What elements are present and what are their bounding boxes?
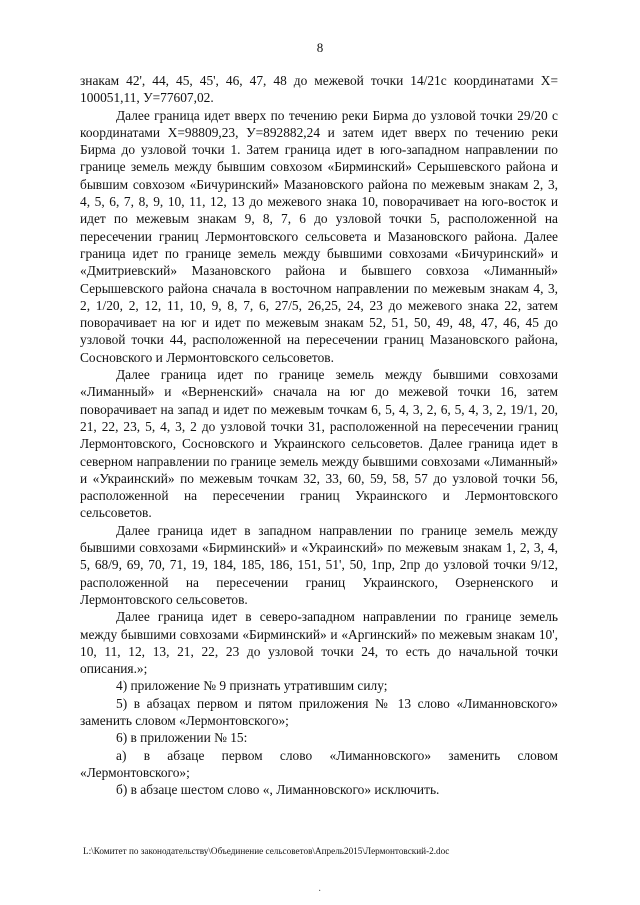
paragraph: знакам 42', 44, 45, 45', 46, 47, 48 до межевой точки 14/21с координатами Х= 100051,11, У=77607,02. xyxy=(80,73,558,106)
paragraph: Далее граница идет по границе земель между бывшими совхозами «Лиманный» и «Верненский» сначала на юг до межевой точки 16, затем поворачивает на запад и идет по межевым точкам 6, 5, 4, 3, 2, 6, 5, 4, 3, 2, 19/1, 20, 21, 22, 23, 5, 4, 3, 2 до узловой точки 31, расположенной на пересечении границ Лермонтовского, Сосновского и Украинского сельсоветов. Далее граница идет в северном направлении по границе земель между бывшими совхозами «Лиманный» и «Украинский» по межевым точкам 32, 33, 60, 59, 58, 57 до узловой точки 56, расположенной на пересечении границ Украинского и Лермонтовского сельсоветов. xyxy=(80,367,558,521)
scan-dot: · xyxy=(318,886,322,897)
document-body xyxy=(80,72,558,798)
footer-file-path: L:\Комитет по законодательству\Объединение сельсоветов\Апрель2015\Лермонтовский-2.doc xyxy=(83,846,450,856)
paragraph: Далее граница идет в западном направлении по границе земель между бывшими совхозами «Бирминский» и «Украинский» по межевым знакам 1, 2, 3, 4, 5, 68/9, 69, 70, 71, 19, 184, 185, 186, 151, 51', 50, 1пр, 2пр до узловой точки 9/12, расположенной на пересечении границ Украинского, Озерненского и Лермонтовского сельсоветов. xyxy=(80,522,558,607)
list-item: а) в абзаце первом слово «Лиманновского» заменить словом «Лермонтовского»; xyxy=(80,747,558,780)
list-item: 5) в абзацах первом и пятом приложения № 13 слово «Лиманновского» заменить словом «Лермонтовского»; xyxy=(80,695,558,728)
paragraph: Далее граница идет в северо-западном направлении по границе земель между бывшими совхозами «Бирминский» и «Аргинский» по межевым знакам 10', 10, 11, 12, 13, 21, 22, 23 до узловой точки 24, то есть до начальной точки описания.»; xyxy=(80,609,558,677)
list-item: 4) приложение № 9 признать утратившим силу; xyxy=(116,678,388,694)
list-item: б) в абзаце шестом слово «, Лиманновского» исключить. xyxy=(116,782,440,798)
paragraph: Далее граница идет вверх по течению реки Бирма до узловой точки 29/20 с координатами Х=98809,23, У=892882,24 и затем идет вверх по течению реки Бирма до узловой точки 1. Затем граница идет в юго-западном направлении по границе земель между бывшим совхозом «Бирминский» Серышевского района и бывшим совхозом «Бичуринский» Мазановского района по межевым знакам 2, 3, 4, 5, 6, 7, 8, 9, 10, 11, 12, 13 до межевого знака 10, поворачивает на юго-восток и идет по межевым знакам 9, 8, 7, 6 до узловой точки 5, расположенной на пересечении границ Лермонтовского сельсовета и Мазановского района. Далее граница идет по границе земель между бывшими совхозами «Бичуринский» и «Дмитриевский» Мазановского района и бывшего совхоза «Лиманный» Серышевского района сначала в восточном направлении по межевым знакам 4, 3, 2, 1/20, 2, 12, 11, 10, 9, 8, 7, 6, 27/5, 26,25, 24, 23 до межевого знака 22, затем поворачивает на юг и идет по межевым знакам 52, 51, 50, 49, 48, 47, 46, 45 до узловой точки 44, расположенной на пересечении границ Мазановского района, Сосновского и Лермонтовского сельсоветов. xyxy=(80,107,558,365)
page-number: 8 xyxy=(316,40,324,55)
list-item: 6) в приложении № 15: xyxy=(116,730,248,746)
